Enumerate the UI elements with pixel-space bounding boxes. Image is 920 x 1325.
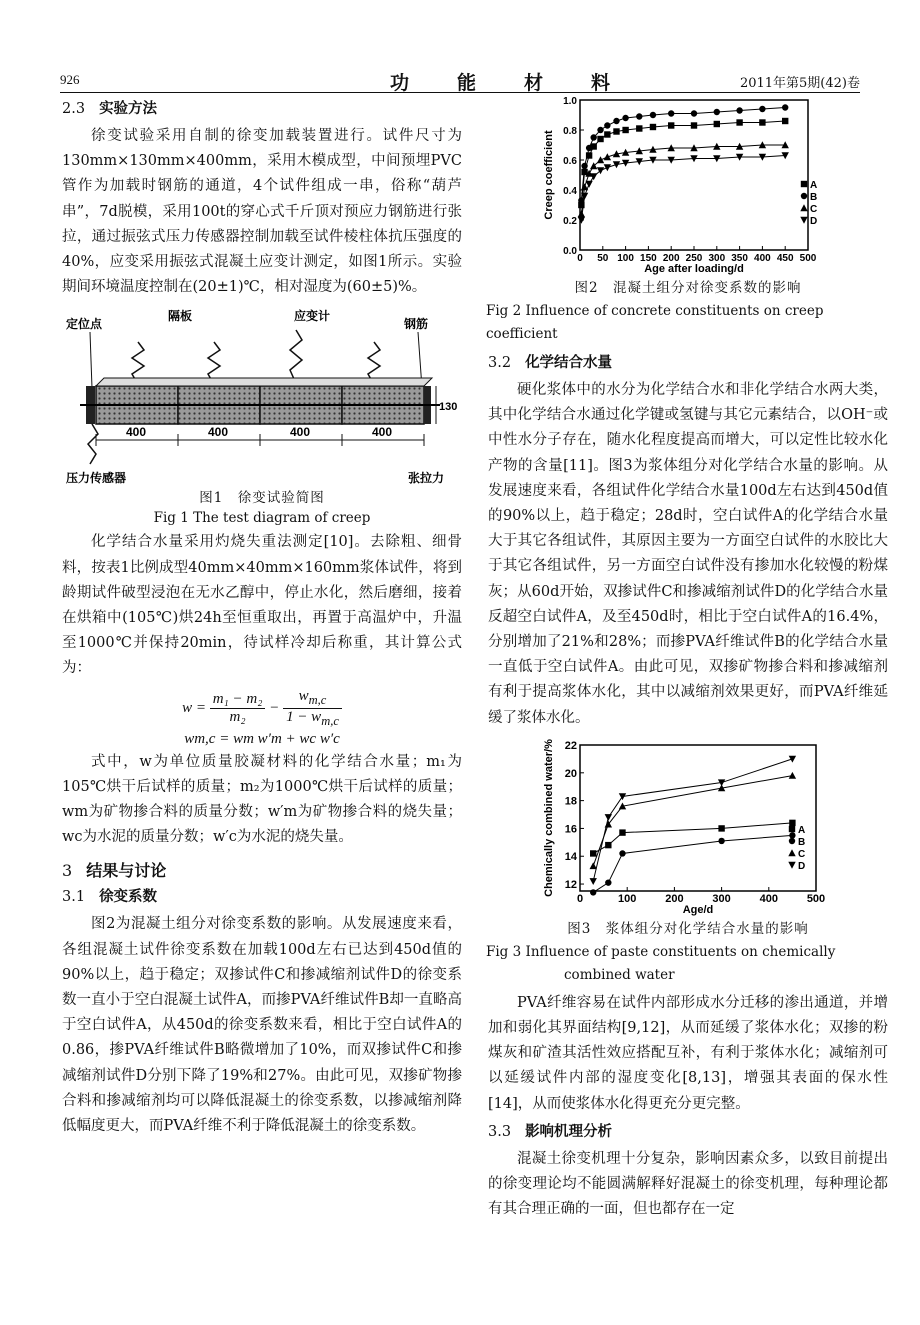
legend-label-A: A [810, 180, 818, 191]
point-A [782, 118, 788, 124]
x-tick-label: 450 [776, 253, 794, 264]
point-A [736, 119, 742, 125]
x-tick-label: 0 [577, 253, 583, 264]
locate-pointer [90, 332, 92, 388]
legend-marker-D [788, 862, 795, 869]
point-B [691, 110, 697, 116]
fig1-diagram [62, 306, 462, 484]
formula-frac-2 [283, 688, 342, 729]
frac-denominator: m₂ [229, 708, 246, 725]
series-line-C [581, 145, 785, 214]
point-B [597, 127, 603, 133]
point-B [782, 104, 788, 110]
y-tick-label: 0.4 [563, 186, 577, 197]
dim-height: 130 [439, 401, 458, 414]
x-tick-label: 100 [617, 253, 634, 264]
fig2-chart [488, 96, 868, 276]
left-column [62, 96, 462, 1139]
section-number: 3.2 [488, 355, 512, 371]
paragraph-mechanism: 混凝土徐变机理十分复杂，影响因素众多，以致目前提出的徐变理论均不能圆满解释好混凝土的徐变机理，每种理论都有其合理正确的一面，但也都存在一定 [488, 1150, 888, 1218]
point-B [622, 115, 628, 121]
x-tick-label: 50 [597, 253, 609, 264]
y-tick-label: 14 [564, 851, 577, 864]
y-tick-label: 0.2 [563, 216, 577, 227]
label-geban: 隔板 [168, 309, 193, 324]
label-yingbianji: 应变计 [294, 309, 331, 324]
x-tick-label: 400 [754, 253, 771, 264]
point-B [789, 832, 795, 838]
y-tick-label: 22 [564, 739, 577, 752]
section-2-3-heading [62, 98, 462, 120]
point-A [636, 125, 642, 131]
point-C [597, 156, 604, 163]
label-zhangla: 张拉力 [408, 471, 445, 485]
legend-marker-C [800, 204, 807, 211]
fig3-caption-en-1: Fig 3 Influence of paste constituents on chemically [486, 943, 836, 960]
point-A [668, 122, 674, 128]
y-tick-label: 0.6 [563, 156, 577, 167]
numerator-sub: m,c [308, 692, 327, 707]
y-axis-label: Chemically combined water/% [543, 738, 555, 897]
x-tick-label: 200 [662, 253, 680, 264]
point-B [718, 838, 724, 844]
y-tick-label: 0.0 [563, 246, 577, 257]
y-tick-label: 12 [564, 878, 577, 891]
point-A [622, 127, 628, 133]
point-A [789, 820, 795, 826]
x-tick-label: 200 [665, 892, 684, 905]
y-tick-label: 18 [564, 795, 577, 808]
frac-numerator [283, 688, 342, 709]
section-3-heading [62, 860, 462, 882]
point-B [604, 122, 610, 128]
point-D [585, 181, 592, 188]
section-3-2-heading [488, 352, 888, 374]
legend-label-C: C [798, 848, 806, 860]
point-D [789, 756, 796, 763]
figure-2 [488, 96, 888, 276]
x-tick-label: 100 [618, 892, 637, 905]
y-tick-label: 0.8 [563, 126, 577, 137]
fig2-caption-en: Fig 2 Influence of concrete constituents on creep coefficient [486, 303, 824, 342]
y-tick-label: 20 [564, 767, 577, 780]
point-D [590, 173, 597, 180]
point-D [590, 878, 597, 885]
series-line-A [581, 121, 785, 205]
legend-marker-A [789, 826, 795, 832]
frac-numerator: m₁ − m₂ [210, 691, 266, 709]
point-B [650, 112, 656, 118]
point-A [759, 119, 765, 125]
x-tick-label: 300 [712, 892, 731, 905]
x-tick-label: 400 [759, 892, 778, 905]
point-B [590, 889, 596, 895]
series-line-D [593, 759, 792, 881]
legend-marker-B [801, 193, 807, 199]
x-tick-label: 500 [806, 892, 826, 905]
frac-denominator [283, 709, 342, 729]
point-A [605, 842, 611, 848]
legend-label-B: B [810, 192, 818, 203]
legend-label-C: C [810, 204, 818, 215]
legend-marker-B [789, 838, 795, 844]
section-title: 结果与讨论 [86, 861, 167, 881]
figure-1 [62, 306, 462, 484]
point-B [759, 106, 765, 112]
section-title: 实验方法 [99, 100, 158, 117]
page-number: 926 [60, 72, 80, 87]
point-C [789, 772, 796, 779]
formula-minus: − [269, 699, 280, 716]
point-A [619, 829, 625, 835]
point-D [605, 814, 612, 821]
point-D [619, 793, 626, 800]
fig3-chart [488, 737, 868, 917]
label-dingwei: 定位点 [66, 317, 103, 332]
dim-label: 400 [208, 425, 229, 440]
point-B [590, 134, 596, 140]
formula-2: wm,c = wm w′m + wc w′c [184, 730, 340, 747]
point-A [691, 122, 697, 128]
x-tick-label: 150 [640, 253, 657, 264]
label-gangjin: 钢筋 [404, 317, 429, 332]
point-B [619, 850, 625, 856]
section-title: 影响机理分析 [525, 1122, 613, 1140]
point-B [613, 118, 619, 124]
point-B [714, 109, 720, 115]
section-3-3-heading [488, 1121, 888, 1143]
header-rule [60, 92, 860, 93]
section-number: 3.1 [62, 889, 86, 906]
figure-3 [488, 737, 888, 917]
x-axis-label: Age/d [682, 903, 714, 916]
point-A [604, 131, 610, 137]
legend-marker-D [800, 217, 807, 224]
series-line-B [593, 835, 792, 892]
y-tick-label: 16 [564, 823, 577, 836]
legend-label-D: D [810, 216, 818, 227]
formula-frac-1 [210, 691, 266, 726]
section-title: 徐变系数 [99, 888, 158, 906]
point-B [668, 110, 674, 116]
paragraph-chemical-water: 硬化浆体中的水分为化学结合水和非化学结合水两大类，其中化学结合水通过化学键或氢键与其它元素结合，以OH⁻或中性水分子存在，随水化程度提高而增大，可以定性比较水化产物的含量[11]。图3为浆体组分对化学结合水量的影响。从发展速度来看，各组试件化学结合水量100d左右达到450d值的90%以上，趋于稳定；28d时，空白试件A的化学结合水量大于其它各组试件，其原因主要为一方面空白试件的水胶比大于其它各组试件，另一方面空白试件没有掺加水化较慢的粉煤灰；从60d开始，双掺试件C和掺减缩剂试件D的化学结合水量反超空白试件A，及至450d时，相比于空白试件A的16.4%，分别增加了21%和28%；而掺PVA纤维试件B的化学结合水量一直低于空白试件A。由此可见，双掺矿物掺合料和掺减缩剂有利于提高浆体水化，其中以减缩剂效果更好，而PVA纤维延缓了浆体水化。 [488, 382, 888, 726]
y-tick-label: 1.0 [563, 96, 577, 107]
section-number: 3.3 [488, 1123, 512, 1140]
legend-marker-C [788, 849, 795, 856]
section-number: 2.3 [62, 101, 86, 117]
fig3-caption-en-2: combined water [564, 966, 675, 983]
denominator-expr: 1 − w [286, 708, 322, 725]
section-title: 化学结合水量 [525, 354, 613, 371]
point-A [718, 825, 724, 831]
legend-marker-A [801, 181, 807, 187]
point-B [586, 145, 592, 151]
section-number: 3 [62, 861, 73, 881]
fig2-caption-cn: 图2 混凝土组分对徐变系数的影响 [574, 280, 802, 296]
paragraph-pva: PVA纤维容易在试件内部形成水分迁移的渗出通道，并增加和弱化其界面结构[9,12]，从而延缓了浆体水化；双掺的粉煤灰和矿渣其活性效应搭配互补，有利于浆体水化；减缩剂可以延缓试件内部的湿度变化[8,13]，增强其表面的保水性[14]，从而使浆体水化得更充分更完整。 [488, 994, 888, 1112]
legend-label-D: D [798, 860, 806, 872]
dim-label: 400 [372, 425, 393, 440]
right-column [488, 96, 888, 1222]
series-line-D [581, 156, 785, 221]
point-D [613, 161, 620, 168]
legend-label-B: B [798, 836, 806, 848]
point-A [650, 124, 656, 130]
numerator-var: w [298, 687, 309, 704]
point-B [605, 879, 611, 885]
point-A [613, 128, 619, 134]
formula-1 [62, 688, 462, 729]
formula-lhs: w = [182, 699, 206, 716]
fig1-caption-en: Fig 1 The test diagram of creep [153, 510, 371, 527]
page-header [60, 70, 860, 92]
paragraph-creep: 图2为混凝土组分对徐变系数的影响。从发展速度来看，各组混凝土试件徐变系数在加载100d左右已达到450d值的90%以上，趋于稳定；双掺试件C和掺减缩剂试件D的徐变系数一直小于空白混凝土试件A，而掺PVA纤维试件B却一直略高于空白试件A，从450d的徐变系数来看，相比于空白试件A的0.86，掺PVA纤维试件B略微增加了10%，而双掺试件C和掺减缩剂试件D分别下降了19%和27%。由此可见，双掺矿物掺合料和掺减缩剂均可以降低混凝土的徐变系数，以掺减缩剂降低幅度更大，而PVA纤维不利于降低混凝土的徐变系数。 [62, 916, 462, 1135]
point-B [636, 113, 642, 119]
point-A [714, 121, 720, 127]
x-axis-label: Age after loading/d [644, 263, 744, 275]
x-tick-label: 500 [799, 253, 817, 264]
issue-info: 2011年第5期(42)卷 [739, 76, 860, 91]
label-yali: 压力传感器 [66, 471, 127, 485]
fig1-caption-cn: 图1 徐变试验简图 [199, 490, 325, 507]
point-D [604, 164, 611, 171]
point-B [581, 163, 587, 169]
dim-label: 400 [290, 425, 311, 440]
paragraph-combined-water-method: 化学结合水量采用灼烧失重法测定[10]。去除粗、细骨料，按表1比例成型40mm×40mm×160mm浆体试件，将到龄期试件破型浸泡在无水乙醇中，停止水化，然后磨细，接着在烘箱中(105℃)烘24h至恒重取出，再置于高温炉中，升温至1000℃并保持20min，待试样冷却后称重，其计算公式为： [62, 534, 462, 677]
point-C [604, 153, 611, 160]
journal-title: 功能材料 [390, 72, 659, 94]
x-tick-label: 300 [708, 253, 726, 264]
point-A [597, 136, 603, 142]
point-B [736, 107, 742, 113]
denominator-sub: m,c [321, 713, 339, 728]
x-tick-label: 0 [576, 892, 584, 905]
specimen-top-face [96, 378, 432, 386]
point-C [578, 210, 585, 217]
legend-label-A: A [798, 824, 806, 836]
dim-label: 400 [126, 425, 147, 440]
y-axis-label: Creep coefficient [543, 130, 555, 220]
paragraph-method: 徐变试验采用自制的徐变加载装置进行。试件尺寸为130mm×130mm×400mm，采用木模成型，中间预埋PVC管作为加载时钢筋的通道，4个试件组成一串，俗称“葫芦串”，7d脱模，采用100t的穿心式千斤顶对预应力钢筋进行张拉，通过振弦式压力传感器控制加载至试件棱柱体抗压强度的40%，应变采用振弦式混凝土应变计测定，如图1所示。实验期间环境温度控制在(20±1)℃，相对湿度为(60±5)%。 [62, 128, 462, 296]
fig3-caption-cn: 图3 浆体组分对化学结合水量的影响 [567, 920, 809, 937]
x-tick-label: 250 [685, 253, 703, 264]
point-A [590, 850, 596, 856]
x-tick-label: 350 [731, 253, 748, 264]
paragraph-symbols: 式中，w为单位质量胶凝材料的化学结合水量；m₁为105℃烘干后试样的质量；m₂为1000℃烘干后试样的质量；wm为矿物掺合料的质量分数；w′m为矿物掺合料的烧失量；wc为水泥的质量分数；w′c为水泥的烧失量。 [62, 753, 462, 846]
section-3-1-heading [62, 886, 462, 908]
series-line-B [581, 108, 785, 201]
